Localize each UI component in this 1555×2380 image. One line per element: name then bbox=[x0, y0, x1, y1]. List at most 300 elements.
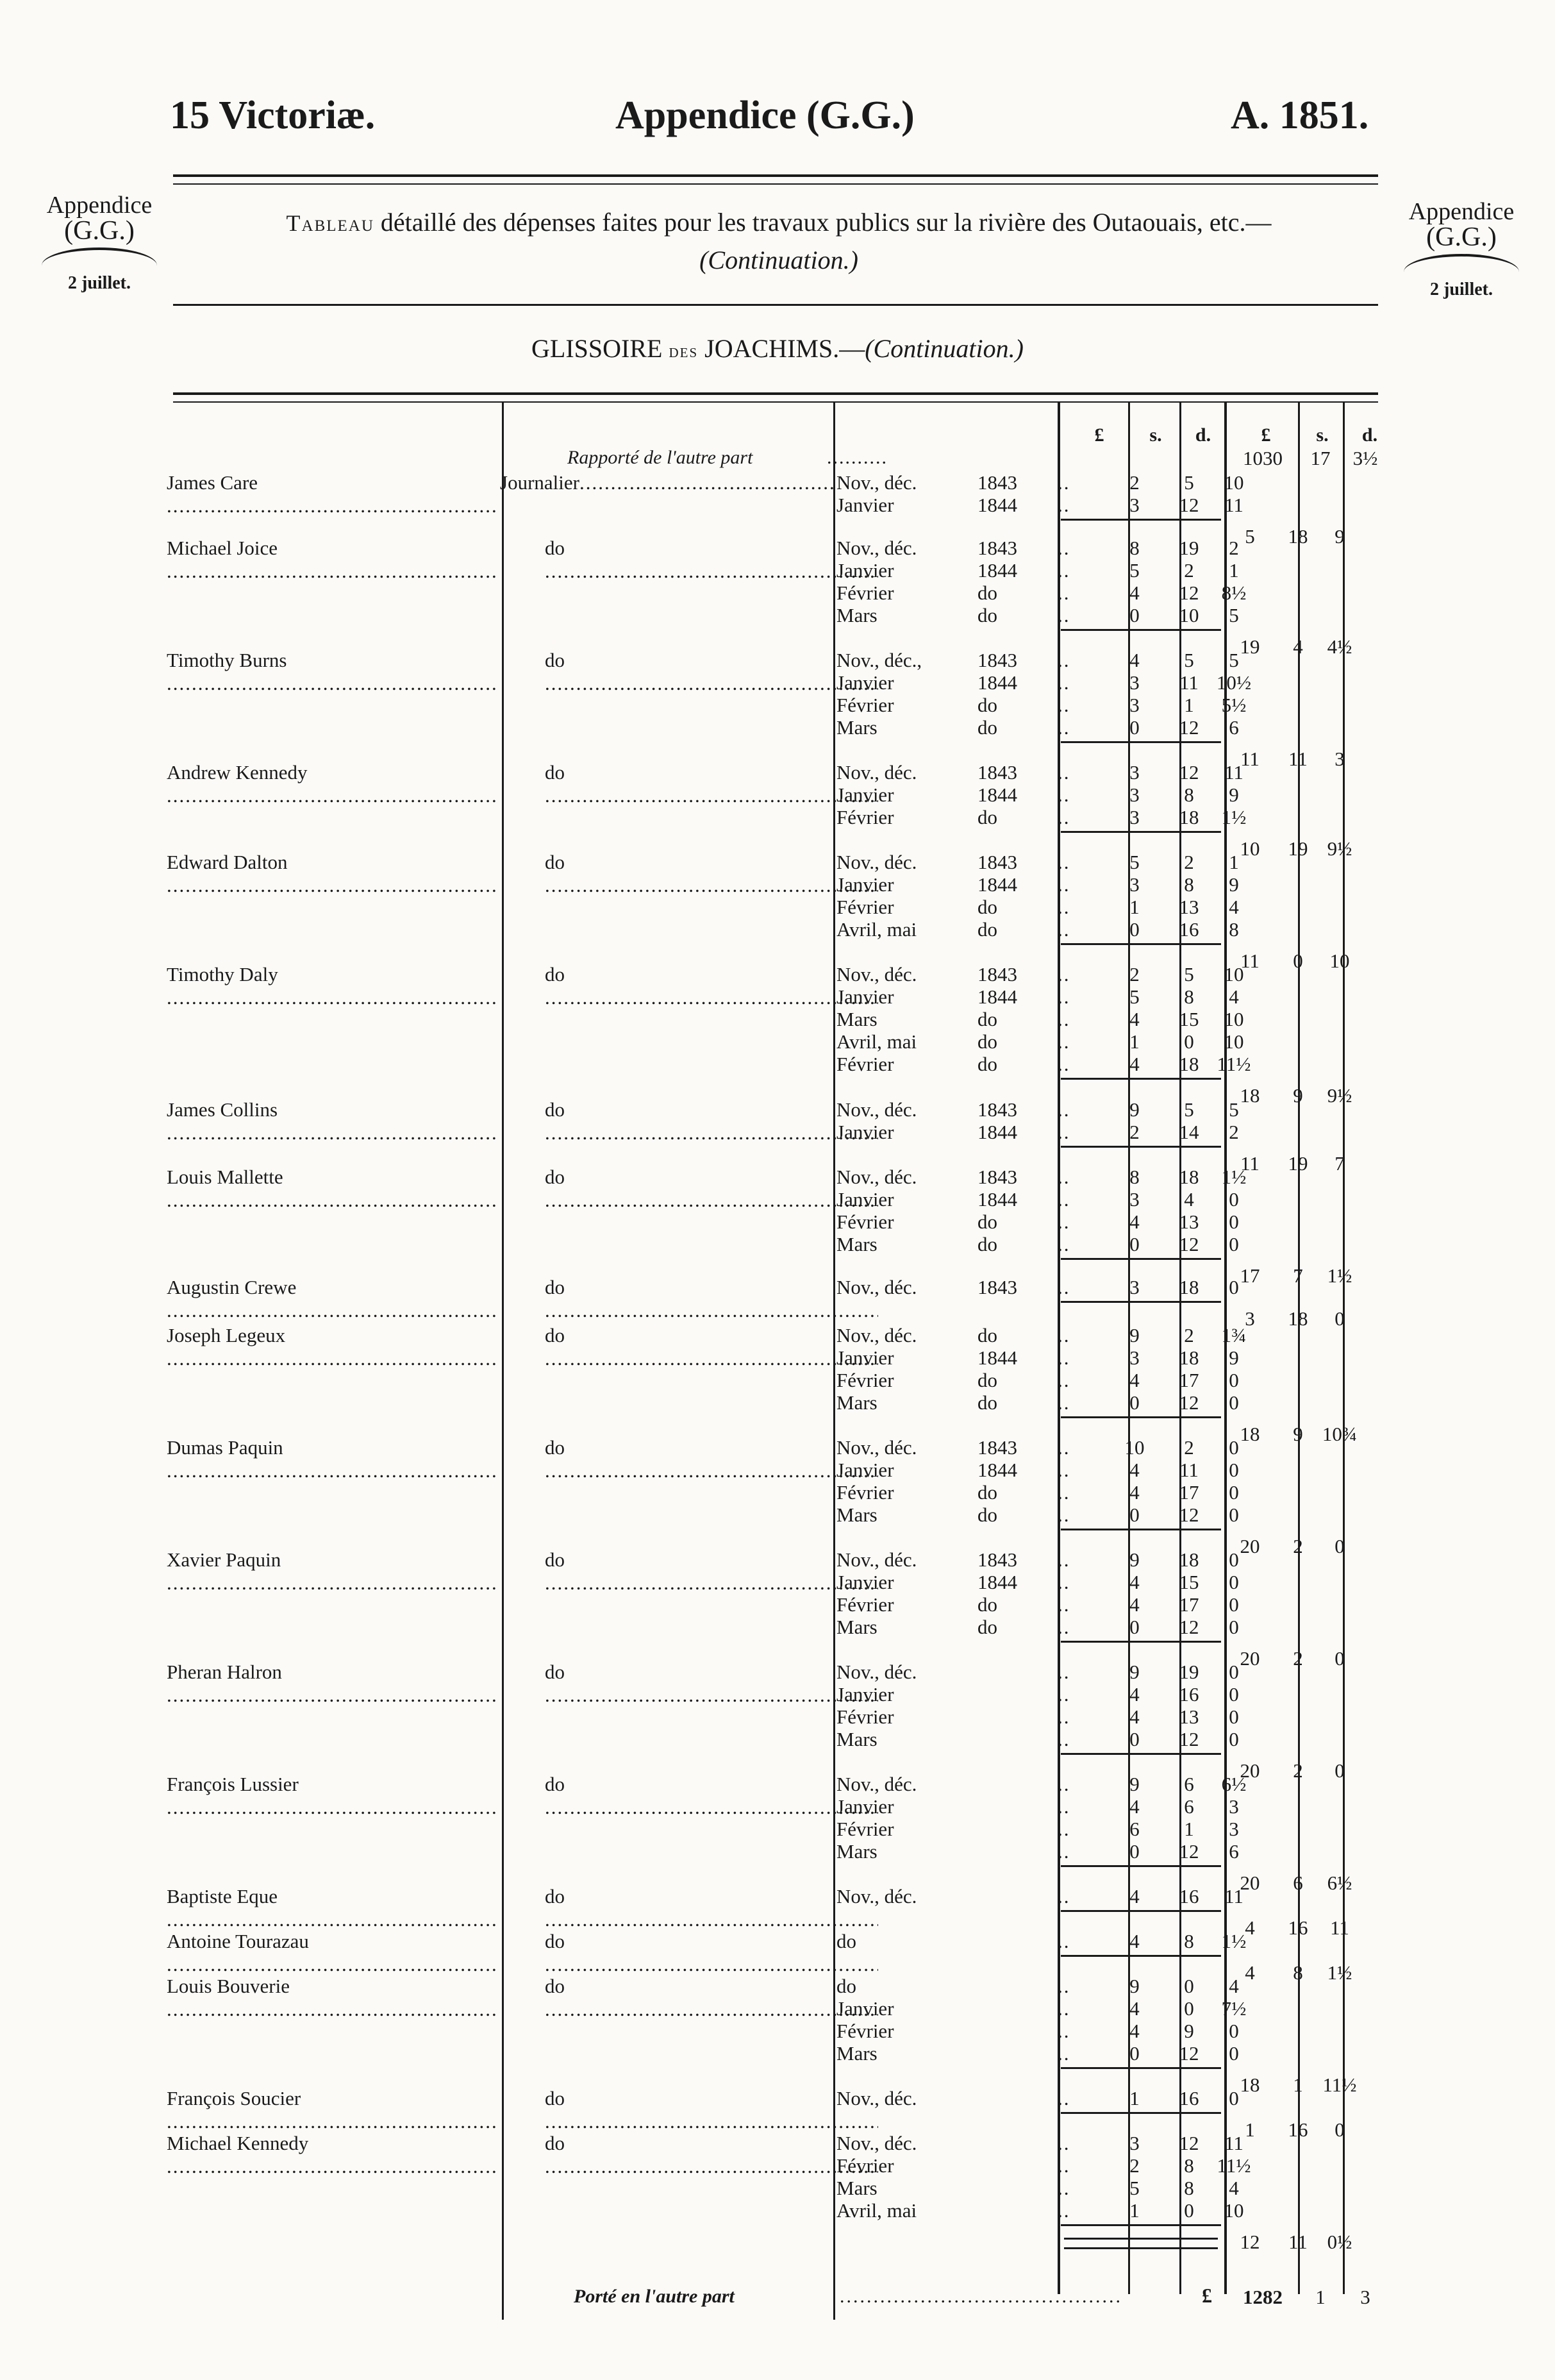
line-pence: 11 bbox=[1224, 2132, 1243, 2154]
line-shillings: 11 bbox=[1179, 1459, 1199, 1481]
employee-role: do ..... bbox=[500, 1324, 878, 1370]
line-leader-dots: .. bbox=[1058, 1773, 1070, 1795]
line-pence: 10 bbox=[1224, 1008, 1244, 1030]
line-leader-dots: .. bbox=[1058, 1369, 1070, 1391]
line-month: Janvier bbox=[836, 1683, 894, 1705]
total-shillings: 4 bbox=[1293, 635, 1303, 658]
margin-note-right-date: 2 juillet. bbox=[1430, 280, 1493, 299]
line-year: 1843 bbox=[977, 1436, 1017, 1459]
payment-line bbox=[836, 1008, 1244, 1030]
line-year: 1843 bbox=[977, 851, 1017, 873]
line-month: Mars bbox=[836, 1504, 877, 1526]
payment-line bbox=[836, 604, 1239, 626]
total-shillings: 9 bbox=[1293, 1423, 1303, 1445]
payment-line bbox=[836, 1683, 1239, 1705]
payment-line bbox=[836, 1930, 1247, 1952]
line-pounds: 2 bbox=[1129, 2154, 1140, 2177]
line-pounds: 4 bbox=[1129, 2020, 1140, 2042]
line-month: Janvier bbox=[836, 1795, 894, 1818]
employee-name: Michael Joice ..... bbox=[167, 537, 497, 583]
total-pounds: 18 bbox=[1240, 2074, 1260, 2096]
sum-rule-2 bbox=[1064, 2247, 1218, 2249]
line-pence: 8 bbox=[1229, 918, 1239, 941]
payment-lines bbox=[836, 1661, 1239, 1750]
line-month: Janvier bbox=[836, 1188, 894, 1211]
line-pounds: 0 bbox=[1129, 1728, 1140, 1750]
col-line-total-pence bbox=[1343, 403, 1345, 2294]
line-pounds: 1 bbox=[1129, 2199, 1140, 2222]
subtotal-rule bbox=[1061, 741, 1221, 743]
line-leader-dots: .. bbox=[1058, 471, 1070, 494]
line-pounds: 4 bbox=[1129, 1008, 1140, 1030]
line-pence: 0 bbox=[1229, 2020, 1239, 2042]
line-shillings: 2 bbox=[1184, 559, 1194, 582]
line-month: Nov., déc. bbox=[836, 1324, 917, 1346]
line-year: do bbox=[977, 1211, 997, 1233]
payment-lines bbox=[836, 1324, 1247, 1414]
line-pounds: 0 bbox=[1129, 1391, 1140, 1414]
line-pounds: 4 bbox=[1129, 1369, 1140, 1391]
total-shillings: 18 bbox=[1288, 1307, 1308, 1330]
line-leader-dots: .. bbox=[1058, 559, 1070, 582]
line-leader-dots: .. bbox=[1058, 896, 1070, 918]
line-leader-dots: .. bbox=[1058, 1436, 1070, 1459]
line-leader-dots: .. bbox=[1058, 2042, 1070, 2065]
line-leader-dots: .. bbox=[1058, 1548, 1070, 1571]
payment-line bbox=[836, 582, 1247, 604]
line-year: 1843 bbox=[977, 1098, 1017, 1121]
section-title-c: JOACHIMS.— bbox=[704, 334, 865, 363]
line-month: Janvier bbox=[836, 1459, 894, 1481]
line-shillings: 14 bbox=[1179, 1121, 1199, 1143]
line-month: Février bbox=[836, 1053, 894, 1075]
line-year: 1844 bbox=[977, 559, 1017, 582]
total-shillings: 11 bbox=[1288, 748, 1308, 770]
line-year: 1844 bbox=[977, 985, 1017, 1008]
line-leader-dots: .. bbox=[1058, 694, 1070, 716]
subtotal-rule bbox=[1061, 629, 1221, 631]
line-shillings: 12 bbox=[1179, 1391, 1199, 1414]
line-year: do bbox=[977, 694, 997, 716]
line-pence: 0 bbox=[1229, 1188, 1239, 1211]
line-leader-dots: .. bbox=[1058, 1616, 1070, 1638]
total-pence: 0½ bbox=[1327, 2231, 1352, 2253]
brace-right-icon bbox=[1404, 254, 1519, 272]
line-year: 1843 bbox=[977, 1548, 1017, 1571]
line-leader-dots: .. bbox=[1058, 851, 1070, 873]
line-year: 1844 bbox=[977, 784, 1017, 806]
total-shillings: 8 bbox=[1293, 1961, 1303, 1984]
line-month: Janvier bbox=[836, 559, 894, 582]
line-pounds: 9 bbox=[1129, 1661, 1140, 1683]
employee-name: Edward Dalton ..... bbox=[167, 851, 497, 897]
line-pence: 0 bbox=[1229, 1571, 1239, 1593]
payment-line bbox=[836, 761, 1243, 784]
carried-to-shillings: 1 bbox=[1315, 2286, 1326, 2308]
line-pounds: 4 bbox=[1129, 1459, 1140, 1481]
line-month: Nov., déc. bbox=[836, 537, 917, 559]
employee-role: do ..... bbox=[500, 761, 878, 807]
line-pounds: 9 bbox=[1129, 1098, 1140, 1121]
line-pounds: 3 bbox=[1129, 784, 1140, 806]
line-year: 1844 bbox=[977, 1571, 1017, 1593]
employee-name: Timothy Burns ..... bbox=[167, 649, 497, 695]
col-head-total-pounds: £ bbox=[1261, 424, 1271, 446]
line-pence: 0 bbox=[1229, 1683, 1239, 1705]
line-pence: 2 bbox=[1229, 1121, 1239, 1143]
line-leader-dots: .. bbox=[1058, 2087, 1070, 2109]
header-appendix: Appendice (G.G.) bbox=[615, 94, 915, 137]
line-month: Nov., déc. bbox=[836, 963, 917, 985]
payment-lines bbox=[836, 1773, 1247, 1863]
line-leader-dots: .. bbox=[1058, 1459, 1070, 1481]
line-pence: 0 bbox=[1229, 1728, 1239, 1750]
line-month: Nov., déc. bbox=[836, 1548, 917, 1571]
line-leader-dots: .. bbox=[1058, 1997, 1070, 2020]
payment-line bbox=[836, 1593, 1239, 1616]
line-pounds: 3 bbox=[1129, 694, 1140, 716]
line-pounds: 9 bbox=[1129, 1324, 1140, 1346]
subtotal-rule bbox=[1061, 519, 1221, 521]
payment-lines bbox=[836, 1930, 1247, 1952]
payment-lines bbox=[836, 2087, 1239, 2109]
total-pence: 6½ bbox=[1327, 1872, 1352, 1894]
payment-line bbox=[836, 1324, 1247, 1346]
line-month: Février bbox=[836, 2154, 894, 2177]
line-leader-dots: .. bbox=[1058, 2177, 1070, 2199]
employee-name: Louis Mallette ..... bbox=[167, 1166, 497, 1212]
payment-line bbox=[836, 1211, 1239, 1233]
total-pounds: 3 bbox=[1245, 1307, 1255, 1330]
line-shillings: 12 bbox=[1179, 1504, 1199, 1526]
line-pounds: 3 bbox=[1129, 671, 1140, 694]
total-shillings: 11 bbox=[1288, 2231, 1308, 2253]
total-shillings: 6 bbox=[1293, 1872, 1303, 1894]
line-shillings: 11 bbox=[1179, 671, 1199, 694]
payment-lines bbox=[836, 649, 1252, 739]
line-pence: 5 bbox=[1229, 1098, 1239, 1121]
line-month: Nov., déc. bbox=[836, 1436, 917, 1459]
line-pence: 1½ bbox=[1221, 806, 1247, 828]
line-pence: 10 bbox=[1224, 963, 1244, 985]
payment-lines bbox=[836, 963, 1251, 1075]
line-shillings: 15 bbox=[1179, 1571, 1199, 1593]
line-pence: 10 bbox=[1224, 2199, 1244, 2222]
line-shillings: 0 bbox=[1184, 1030, 1194, 1053]
line-pounds: 0 bbox=[1129, 716, 1140, 739]
line-year: 1843 bbox=[977, 1166, 1017, 1188]
line-pence: 4 bbox=[1229, 2177, 1239, 2199]
line-pounds: 5 bbox=[1129, 985, 1140, 1008]
total-pounds: 20 bbox=[1240, 1647, 1260, 1670]
line-year: 1843 bbox=[977, 963, 1017, 985]
total-pence: 9½ bbox=[1327, 1084, 1352, 1107]
total-pence: 1½ bbox=[1327, 1961, 1352, 1984]
total-pounds: 12 bbox=[1240, 2231, 1260, 2253]
line-pence: 0 bbox=[1229, 1661, 1239, 1683]
line-shillings: 5 bbox=[1184, 963, 1194, 985]
line-pence: 0 bbox=[1229, 2042, 1239, 2065]
total-pounds: 10 bbox=[1240, 837, 1260, 860]
line-pence: 10 bbox=[1224, 471, 1244, 494]
line-leader-dots: .. bbox=[1058, 2020, 1070, 2042]
line-pence: 4 bbox=[1229, 1975, 1239, 1997]
line-pounds: 4 bbox=[1129, 582, 1140, 604]
line-year: do bbox=[977, 604, 997, 626]
line-leader-dots: .. bbox=[1058, 1098, 1070, 1121]
employee-name: Augustin Crewe ..... bbox=[167, 1276, 497, 1322]
line-pence: 5 bbox=[1229, 649, 1239, 671]
line-month: Février bbox=[836, 1593, 894, 1616]
line-pounds: 1 bbox=[1129, 2087, 1140, 2109]
employee-name: Joseph Legeux ..... bbox=[167, 1324, 497, 1370]
line-shillings: 12 bbox=[1179, 716, 1199, 739]
line-leader-dots: .. bbox=[1058, 1053, 1070, 1075]
payment-line bbox=[836, 963, 1244, 985]
line-leader-dots: .. bbox=[1058, 2132, 1070, 2154]
line-shillings: 12 bbox=[1179, 582, 1199, 604]
line-leader-dots: .. bbox=[1058, 716, 1070, 739]
line-pence: 11½ bbox=[1217, 1053, 1251, 1075]
subtotal-rule bbox=[1061, 1910, 1221, 1912]
line-month: Février bbox=[836, 582, 894, 604]
line-month: Février bbox=[836, 896, 894, 918]
subtotal-rule bbox=[1061, 831, 1221, 833]
line-leader-dots: .. bbox=[1058, 2199, 1070, 2222]
line-leader-dots: .. bbox=[1058, 1975, 1070, 1997]
line-pounds: 0 bbox=[1129, 1233, 1140, 1255]
line-month: Mars bbox=[836, 2177, 877, 2199]
line-pounds: 3 bbox=[1129, 806, 1140, 828]
line-shillings: 9 bbox=[1184, 2020, 1194, 2042]
total-shillings: 0 bbox=[1293, 950, 1303, 972]
line-shillings: 12 bbox=[1179, 1840, 1199, 1863]
total-pounds: 11 bbox=[1240, 1152, 1260, 1175]
line-pence: 0 bbox=[1229, 1391, 1239, 1414]
payment-line bbox=[836, 2132, 1243, 2154]
line-shillings: 18 bbox=[1179, 806, 1199, 828]
line-shillings: 18 bbox=[1179, 1276, 1199, 1298]
line-pounds: 3 bbox=[1129, 2132, 1140, 2154]
title-rule-top-2 bbox=[173, 183, 1378, 185]
line-shillings: 8 bbox=[1184, 1930, 1194, 1952]
total-pounds: 4 bbox=[1245, 1961, 1255, 1984]
line-shillings: 19 bbox=[1179, 537, 1199, 559]
payment-line bbox=[836, 1705, 1239, 1728]
line-pence: 10 bbox=[1224, 1030, 1244, 1053]
line-pounds: 4 bbox=[1129, 1571, 1140, 1593]
line-pounds: 9 bbox=[1129, 1975, 1140, 1997]
line-leader-dots: .. bbox=[1058, 1795, 1070, 1818]
payment-line bbox=[836, 1840, 1239, 1863]
payment-lines bbox=[836, 1885, 1243, 1907]
line-leader-dots: .. bbox=[1058, 537, 1070, 559]
margin-note-right-line1: Appendice bbox=[1408, 198, 1515, 225]
line-month: Avril, mai bbox=[836, 918, 917, 941]
line-pence: 0 bbox=[1229, 1459, 1239, 1481]
carried-from-dots: .......... bbox=[827, 447, 888, 468]
line-pounds: 8 bbox=[1129, 1166, 1140, 1188]
payment-line bbox=[836, 1504, 1239, 1526]
line-year: 1843 bbox=[977, 1276, 1017, 1298]
line-year: 1843 bbox=[977, 761, 1017, 784]
payment-line bbox=[836, 2177, 1239, 2199]
title-text: détaillé des dépenses faites pour les travaux publics sur la rivière des Outaouais, etc.— bbox=[380, 208, 1272, 237]
line-month: Mars bbox=[836, 604, 877, 626]
line-shillings: 16 bbox=[1179, 1885, 1199, 1907]
title-continuation: (Continuation.) bbox=[699, 246, 858, 274]
total-pence: 7 bbox=[1335, 1152, 1345, 1175]
carried-to-pounds: 1282 bbox=[1243, 2286, 1283, 2308]
line-pence: 6 bbox=[1229, 1840, 1239, 1863]
line-shillings: 17 bbox=[1179, 1369, 1199, 1391]
payment-line bbox=[836, 896, 1239, 918]
line-pence: 0 bbox=[1229, 2087, 1239, 2109]
payment-lines bbox=[836, 1548, 1239, 1638]
line-year: 1844 bbox=[977, 1121, 1017, 1143]
line-month: Mars bbox=[836, 716, 877, 739]
payment-line bbox=[836, 1773, 1247, 1795]
line-shillings: 12 bbox=[1179, 1233, 1199, 1255]
total-pounds: 4 bbox=[1245, 1916, 1255, 1939]
payment-line bbox=[836, 1481, 1239, 1504]
line-leader-dots: .. bbox=[1058, 671, 1070, 694]
line-month: Nov., déc. bbox=[836, 2087, 917, 2109]
line-shillings: 0 bbox=[1184, 1975, 1194, 1997]
line-pence: 2 bbox=[1229, 537, 1239, 559]
line-leader-dots: .. bbox=[1058, 1818, 1070, 1840]
employee-name: Timothy Daly ..... bbox=[167, 963, 497, 1009]
line-pounds: 10 bbox=[1124, 1436, 1145, 1459]
employee-role: Journalier ..... bbox=[500, 471, 833, 494]
line-pounds: 0 bbox=[1129, 1504, 1140, 1526]
line-pence: 1 bbox=[1229, 851, 1239, 873]
line-pence: 4 bbox=[1229, 985, 1239, 1008]
line-shillings: 16 bbox=[1179, 2087, 1199, 2109]
line-shillings: 12 bbox=[1179, 2042, 1199, 2065]
line-pounds: 6 bbox=[1129, 1818, 1140, 1840]
line-shillings: 8 bbox=[1184, 873, 1194, 896]
payment-line bbox=[836, 2199, 1244, 2222]
employee-role: do ..... bbox=[500, 1436, 878, 1482]
total-pence: 9 bbox=[1335, 525, 1345, 548]
line-pence: 8½ bbox=[1221, 582, 1247, 604]
line-pence: 1¾ bbox=[1221, 1324, 1247, 1346]
line-leader-dots: .. bbox=[1058, 1324, 1070, 1346]
line-year: do bbox=[977, 918, 997, 941]
payment-line bbox=[836, 918, 1239, 941]
line-month: Mars bbox=[836, 1616, 877, 1638]
section-title bbox=[0, 333, 1555, 364]
line-pence: 9 bbox=[1229, 873, 1239, 896]
subtotal-rule bbox=[1061, 1865, 1221, 1867]
line-shillings: 5 bbox=[1184, 471, 1194, 494]
line-month: Mars bbox=[836, 1008, 877, 1030]
line-pounds: 4 bbox=[1129, 1997, 1140, 2020]
total-pounds: 11 bbox=[1240, 748, 1260, 770]
total-shillings: 2 bbox=[1293, 1647, 1303, 1670]
line-month: Nov., déc. bbox=[836, 2132, 917, 2154]
employee-role: do ..... bbox=[500, 1098, 878, 1144]
line-shillings: 18 bbox=[1179, 1548, 1199, 1571]
payment-line bbox=[836, 1997, 1247, 2020]
line-pence: 0 bbox=[1229, 1548, 1239, 1571]
line-shillings: 17 bbox=[1179, 1481, 1199, 1504]
subtotal-rule bbox=[1061, 2112, 1221, 2114]
margin-note-left-date: 2 juillet. bbox=[68, 273, 131, 293]
line-pence: 0 bbox=[1229, 1481, 1239, 1504]
line-pence: 1 bbox=[1229, 559, 1239, 582]
subtotal-rule bbox=[1061, 1641, 1221, 1643]
line-leader-dots: .. bbox=[1058, 2154, 1070, 2177]
line-shillings: 5 bbox=[1184, 1098, 1194, 1121]
line-month: Février bbox=[836, 2020, 894, 2042]
section-title-b: des bbox=[669, 340, 699, 362]
carried-from-label: Rapporté de l'autre part bbox=[567, 447, 753, 468]
line-pounds: 3 bbox=[1129, 761, 1140, 784]
line-pence: 6 bbox=[1229, 716, 1239, 739]
payment-line bbox=[836, 1885, 1243, 1907]
line-leader-dots: .. bbox=[1058, 1840, 1070, 1863]
line-pounds: 3 bbox=[1129, 1276, 1140, 1298]
line-shillings: 2 bbox=[1184, 1324, 1194, 1346]
line-shillings: 8 bbox=[1184, 784, 1194, 806]
payment-line bbox=[836, 1346, 1239, 1369]
line-year: do bbox=[977, 1233, 997, 1255]
payment-line bbox=[836, 1053, 1251, 1075]
line-pounds: 2 bbox=[1129, 963, 1140, 985]
page-title bbox=[228, 204, 1330, 279]
total-pounds: 20 bbox=[1240, 1872, 1260, 1894]
line-pounds: 5 bbox=[1129, 851, 1140, 873]
margin-note-right-line2: (G.G.) bbox=[1426, 222, 1497, 252]
employee-role: do ..... bbox=[500, 2132, 878, 2178]
total-pence: 0 bbox=[1335, 1535, 1345, 1557]
line-shillings: 6 bbox=[1184, 1773, 1194, 1795]
payment-line bbox=[836, 537, 1239, 559]
col-head-total-shillings: s. bbox=[1316, 424, 1329, 446]
payment-line bbox=[836, 1795, 1239, 1818]
employee-role: do ..... bbox=[500, 1276, 878, 1322]
line-pounds: 4 bbox=[1129, 1593, 1140, 1616]
line-pence: 9 bbox=[1229, 1346, 1239, 1369]
line-shillings: 8 bbox=[1184, 2154, 1194, 2177]
line-leader-dots: .. bbox=[1058, 1661, 1070, 1683]
line-pence: 0 bbox=[1229, 1233, 1239, 1255]
payment-line bbox=[836, 806, 1247, 828]
carried-from-shillings: 17 bbox=[1310, 447, 1331, 469]
margin-note-left-line2: (G.G.) bbox=[64, 216, 135, 246]
line-leader-dots: .. bbox=[1058, 1188, 1070, 1211]
line-leader-dots: .. bbox=[1058, 1008, 1070, 1030]
line-shillings: 18 bbox=[1179, 1166, 1199, 1188]
line-leader-dots: .. bbox=[1058, 1030, 1070, 1053]
line-shillings: 12 bbox=[1179, 494, 1199, 516]
carried-to-dots: .......................................... bbox=[840, 2286, 1122, 2307]
col-head-pence: d. bbox=[1195, 424, 1211, 446]
total-pounds: 20 bbox=[1240, 1535, 1260, 1557]
payment-lines bbox=[836, 1436, 1239, 1526]
payment-lines bbox=[836, 851, 1239, 941]
subtotal-rule bbox=[1061, 1258, 1221, 1260]
line-shillings: 12 bbox=[1179, 1616, 1199, 1638]
payment-lines bbox=[836, 761, 1247, 828]
line-shillings: 19 bbox=[1179, 1661, 1199, 1683]
carried-to-pence: 3 bbox=[1360, 2286, 1370, 2308]
line-year: do bbox=[977, 896, 997, 918]
payment-line bbox=[836, 1391, 1239, 1414]
employee-name: Pheran Halron ..... bbox=[167, 1661, 497, 1707]
